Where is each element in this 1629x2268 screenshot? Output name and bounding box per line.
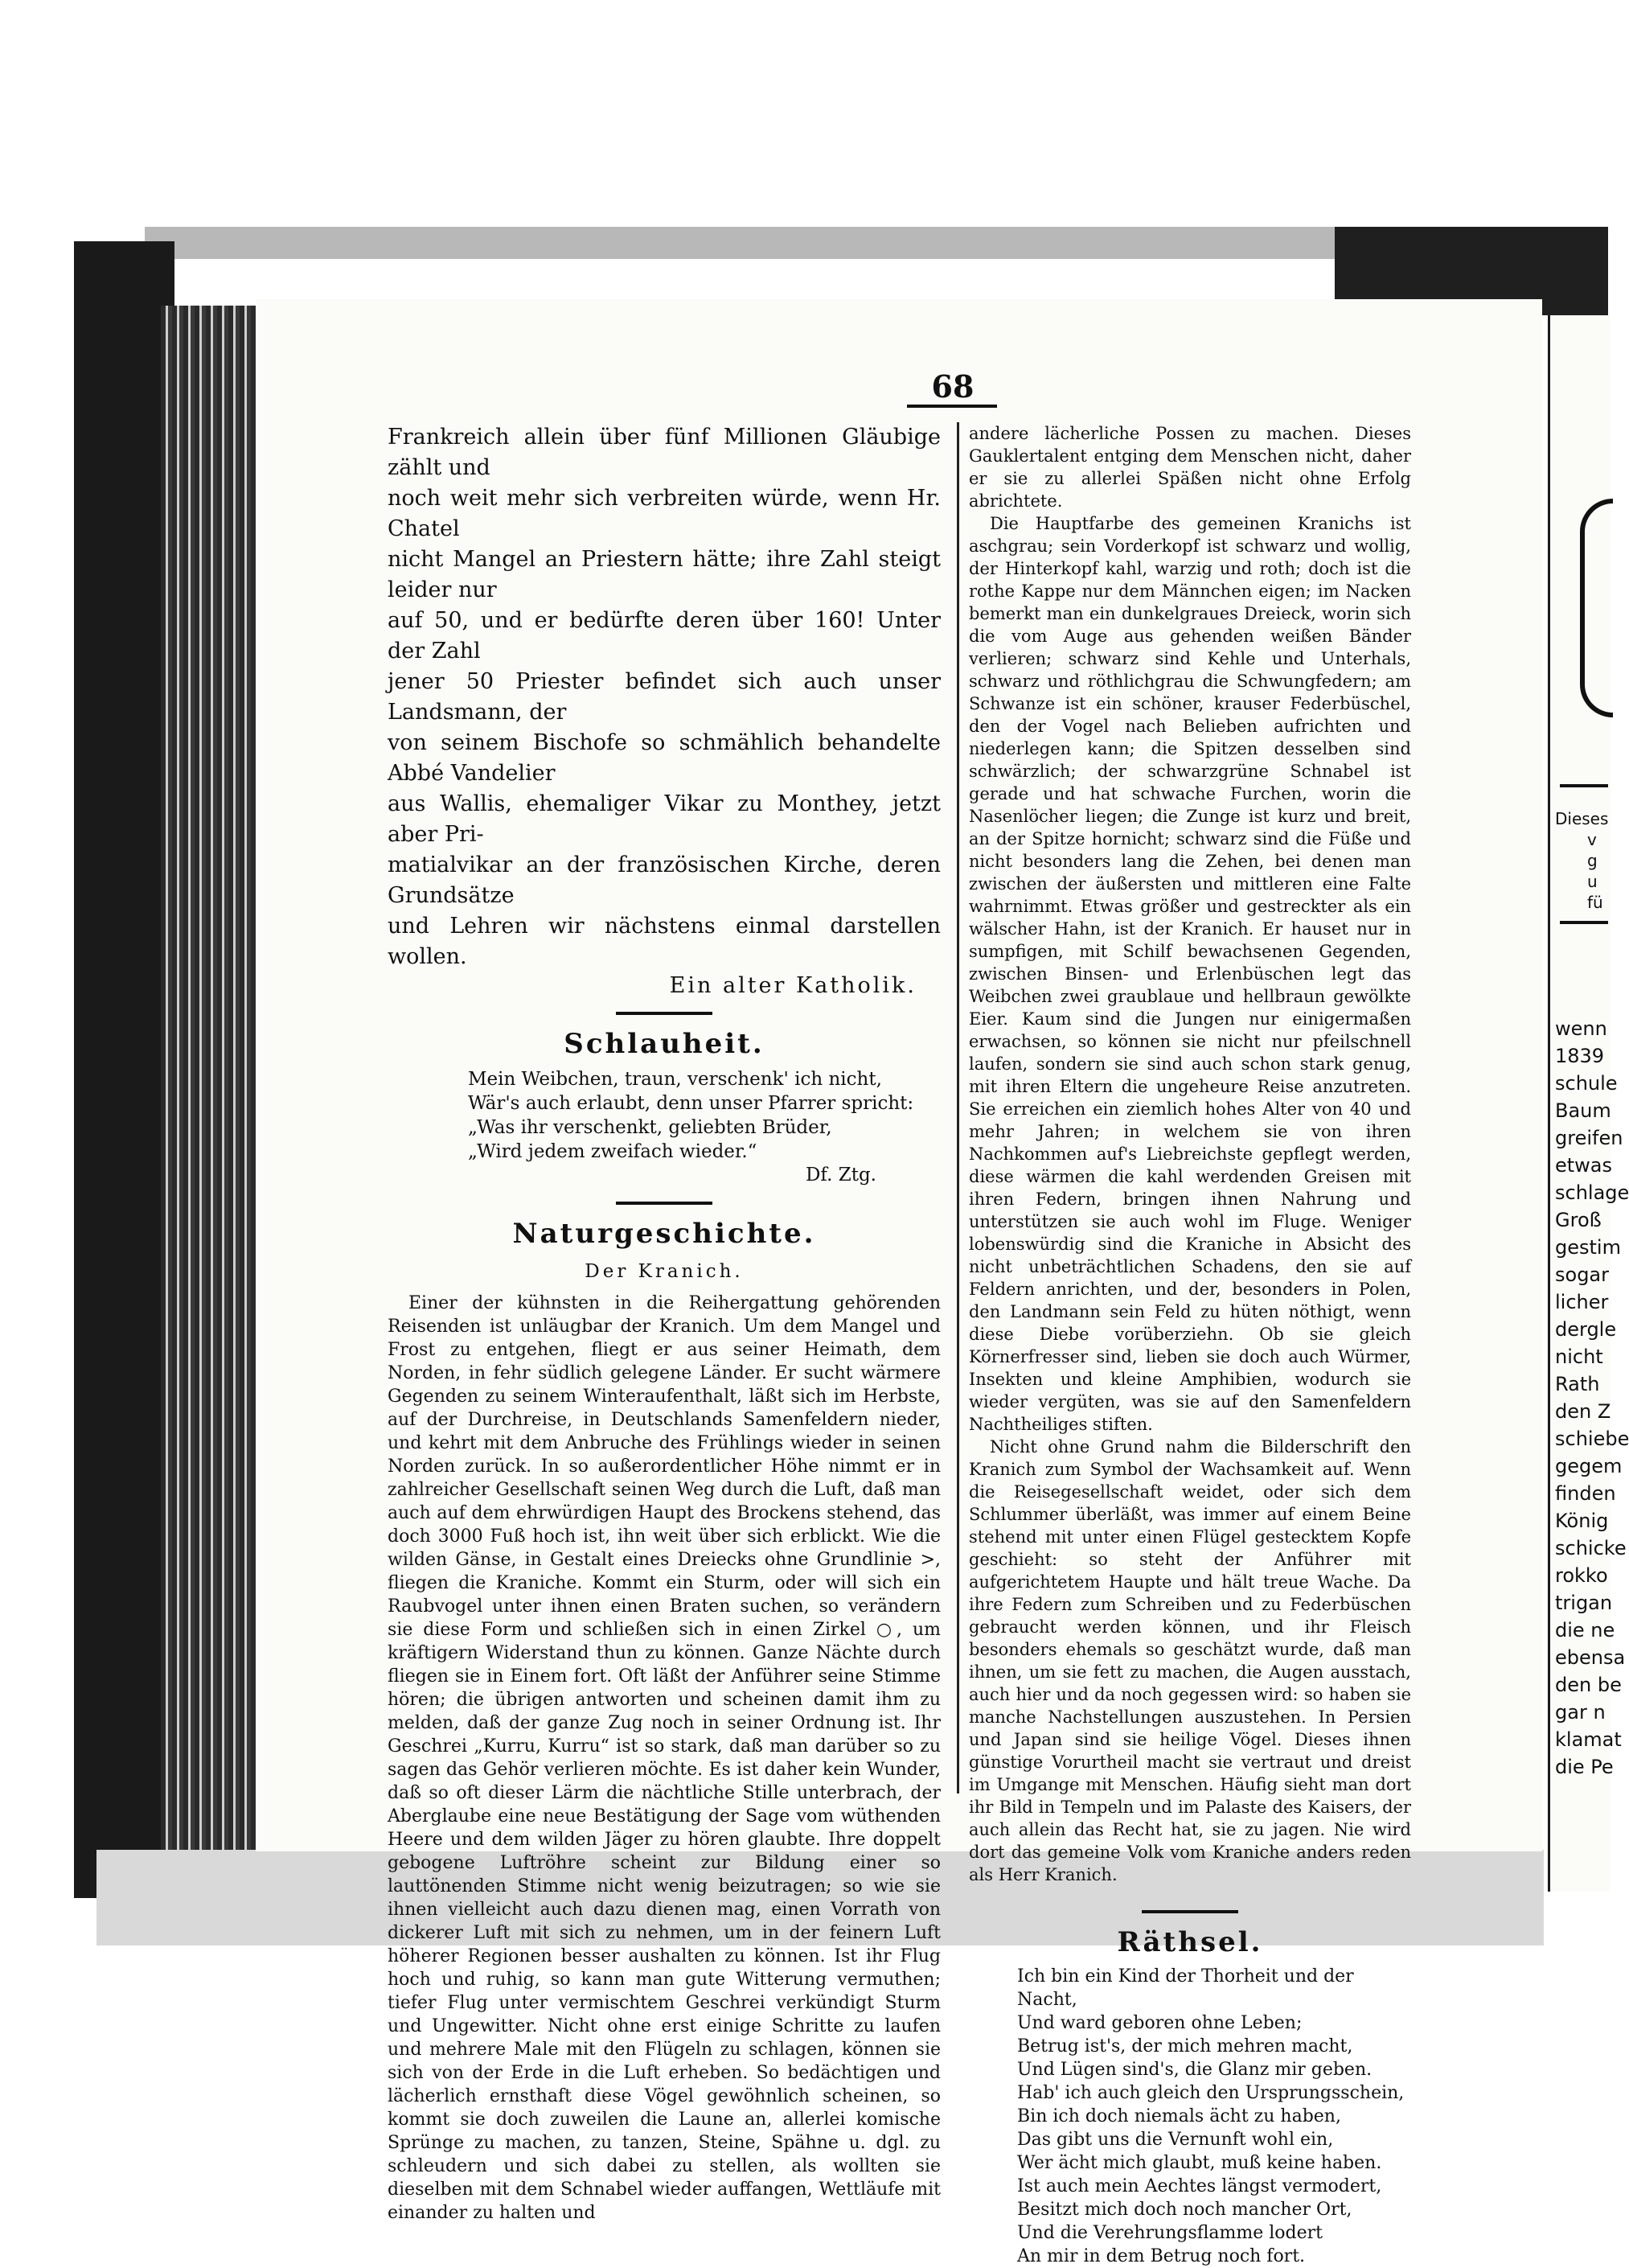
- fragment-line: fü: [1587, 893, 1603, 912]
- riddle-line: Bin ich doch niemals ächt zu haben,: [1017, 2106, 1341, 2126]
- scan-background: [0, 0, 1608, 225]
- poem-line: „Wird jedem zweifach wieder.“: [468, 1141, 757, 1162]
- fragment-line: Groß: [1555, 1209, 1602, 1231]
- riddle-line: Wer ächt mich glaubt, muß keine haben.: [1017, 2153, 1382, 2173]
- riddle-line: Und die Verehrungsflamme lodert: [1017, 2223, 1323, 2243]
- poem: [388, 1067, 941, 1164]
- fragment-line: klamat: [1555, 1728, 1622, 1751]
- fragment-line: schlage: [1555, 1181, 1629, 1204]
- riddle-line: Und ward geboren ohne Leben;: [1017, 2013, 1303, 2033]
- article-title: Der Kranich.: [585, 1261, 744, 1282]
- adjacent-page-rule: [1560, 921, 1608, 924]
- fragment-line: nicht: [1555, 1346, 1603, 1368]
- fragment-line: den Z: [1555, 1400, 1611, 1423]
- adjacent-page-lower: [1555, 1015, 1629, 1781]
- article-paragraph: Nicht ohne Grund nahm die Bilderschrift den Kranich zum Symbol der Wachsamkeit auf. Wenn die Reisegesellschaft weidet, oder sich dem Schlummer überläßt, was immer auf einem Beine stehend mit unter einen Flügel gestecktem Kopfe geschieht: so steht der Anführer mit aufgerichtetem Haupte und hält treue Wache. Da ihre Federn zum Schreiben und zu Federbüschen gebraucht werden können, und ihr Fleisch besonders ehemals so geschätzt wurde, daß man ihnen, um sie fett zu machen, die Augen ausstach, auch hier und da noch gegessen wird: so haben sie manche Nachstellungen auszustehen. In Persien und Japan sind sie heilige Vögel. Dieses ihnen günstige Vorurtheil macht sie vertraut und dreist im Umgange mit Menschen. Häufig sieht man dort ihr Bild in Tempeln und im Palaste des Kaisers, der auch allein das Recht hat, sie zu jagen. Nie wird dort das gemeine Volk vom Kraniche anders reden als Herr Kranich.: [969, 1437, 1411, 1884]
- fragment-line: g: [1587, 851, 1598, 870]
- text-line: matialvikar an der französischen Kirche, deren Grundsätze: [388, 853, 941, 908]
- fragment-line: schiebe: [1555, 1428, 1629, 1450]
- fragment-line: u: [1587, 872, 1598, 891]
- riddle-line: Betrug ist's, der mich mehren macht,: [1017, 2036, 1353, 2056]
- section-rule: [616, 1202, 712, 1205]
- text-line: aus Wallis, ehemaliger Vikar zu Monthey, jetzt aber Pri-: [388, 791, 941, 847]
- section-rule: [616, 1012, 712, 1015]
- book-binding: [74, 241, 174, 1898]
- fragment-line: 1839: [1555, 1045, 1605, 1067]
- riddle-line: Ich bin ein Kind der Thorheit und der Nacht,: [1017, 1966, 1354, 2010]
- fragment-line: licher: [1555, 1291, 1609, 1313]
- fragment-line: Rath: [1555, 1373, 1600, 1395]
- fragment-line: den be: [1555, 1674, 1622, 1696]
- right-column: [969, 422, 1411, 2268]
- riddle-title: Räthsel.: [1117, 1926, 1263, 1958]
- fragment-line: v: [1587, 830, 1597, 849]
- fragment-line: finden: [1555, 1482, 1616, 1505]
- poem-line: Wär's auch erlaubt, denn unser Pfarrer spricht:: [468, 1093, 914, 1114]
- page-number: 68: [931, 368, 975, 405]
- poem-title: Schlauheit.: [564, 1028, 765, 1060]
- poem-line: Mein Weibchen, traun, verschenk' ich nicht,: [468, 1069, 882, 1090]
- intro-paragraph: [388, 422, 941, 972]
- fragment-line: schicke: [1555, 1537, 1627, 1559]
- article-body: Einer der kühnsten in die Reihergattung gehörenden Reisenden ist unläugbar der Kranich. Um dem Mangel und Frost zu entgehen, fliegt er aus seiner Heimath, dem Norden, in fehr südlich gelegene Länder. Er sucht wärmere Gegenden zu seinem Winteraufenthalt, läßt sich im Herbste, auf der Durchreise, in Deutschlands Samenfeldern nieder, und kehrt mit dem Anbruche des Frühlings wieder in seinen Norden zurück. In so außerordentlicher Höhe nimmt er in zahlreicher Gesellschaft seinen Weg durch die Luft, daß man auch auf dem ehrwürdigen Haupt des Brockens stehend, das doch 3000 Fuß hoch ist, ihn weit über sich erblickt. Wie die wilden Gänse, in Gestalt eines Dreiecks ohne Grundlinie >, fliegen die Kraniche. Kommt ein Sturm, oder will sich ein Raubvogel unter ihnen einen Braten suchen, so verändern sie diese Form und schließen sich in einen Zirkel ○, um kräftigern Widerstand thun zu können. Ganze Nächte durch fliegen sie in Einem fort. Oft läßt der Anführer seine Stimme hören; die übrigen antworten und scheinen damit ihm zu melden, daß der ganze Zug noch in seiner Ordnung ist. Ihr Geschrei „Kurru, Kurru“ ist so stark, daß man darüber so zu sagen das Gehör verlieren möchte. Es ist daher kein Wunder, daß so oft dieser Lärm die nächtliche Stille unterbrach, der Aberglaube eine neue Bestätigung der Sage vom wüthenden Heere und dem wilden Jäger zu hören glaubte. Ihre doppelt gebogene Luftröhre scheint zur Bildung einer so lauttönenden Stimme nicht wenig beizutragen; so wie sie ihnen vielleicht auch dazu dienen mag, einen Vorrath von dickerer Luft mit sich zu nehmen, um in der feinern Luft höherer Regionen besser aushalten zu können. Ist ihr Flug hoch und ruhig, so kann man gute Witterung vermuthen; tiefer Flug unter vermischtem Geschrei verkündigt Sturm und Ungewitter. Nicht ohne erst einige Schritte zu laufen und mehrere Male mit den Flügeln zu schlagen, können sie sich von der Erde in die Luft erheben. So bedächtigen und lächerlich ernsthaft diese Vögel gewöhnlich scheinen, so kommt sie doch zuweilen die Laune an, allerlei komische Sprünge zu machen, zu tanzen, Steine, Spähne u. dgl. zu schleudern und sich dabei zu stellen, als wollten sie dieselben mit dem Schnabel wieder auffangen, Wettläufe mit einander zu halten und: [388, 1293, 941, 2223]
- signature: Ein alter Katholik.: [669, 973, 917, 998]
- fragment-line: die Pe: [1555, 1756, 1614, 1778]
- fragment-line: rokko: [1555, 1564, 1608, 1587]
- riddle-line: Das gibt uns die Vernunft wohl ein,: [1017, 2130, 1334, 2150]
- poem-line: „Was ihr verschenkt, geliebten Brüder,: [468, 1117, 832, 1138]
- fragment-line: ebensa: [1555, 1646, 1626, 1669]
- fragment-line: sogar: [1555, 1263, 1609, 1286]
- fragment-line: gar n: [1555, 1701, 1606, 1724]
- riddle-line: Ist auch mein Aechtes längst vermodert,: [1017, 2176, 1382, 2196]
- fragment-line: gegem: [1555, 1455, 1623, 1477]
- fragment-line: trigan: [1555, 1592, 1613, 1614]
- left-column: [388, 422, 941, 2225]
- fragment-line: Dieses: [1555, 809, 1609, 828]
- section-title: Naturgeschichte.: [512, 1218, 816, 1250]
- poem-source: Df. Ztg.: [805, 1165, 876, 1185]
- text-line: Frankreich allein über fünf Millionen Gläubige zählt und: [388, 425, 941, 480]
- fragment-line: Baum: [1555, 1099, 1611, 1122]
- fragment-line: etwas: [1555, 1154, 1613, 1177]
- riddle-line: Besitzt mich doch noch mancher Ort,: [1017, 2200, 1352, 2220]
- adjacent-page-ornament: [1580, 499, 1613, 717]
- riddle: [969, 1965, 1411, 2268]
- section-rule: [1142, 1910, 1238, 1913]
- page-top-shadow: [145, 227, 1335, 259]
- page-number-rule: [907, 405, 997, 408]
- article-continuation: andere lächerliche Possen zu machen. Dieses Gauklertalent entging dem Menschen nicht, daher er sie zu allerlei Späßen nicht ohne Erfolg abrichtete.: [969, 424, 1411, 511]
- riddle-line: Hab' ich auch gleich den Ursprungsschein,: [1017, 2083, 1405, 2103]
- text-line: noch weit mehr sich verbreiten würde, wenn Hr. Chatel: [388, 486, 941, 541]
- adjacent-page-upper: [1555, 808, 1608, 913]
- article-paragraph: Die Hauptfarbe des gemeinen Kranichs ist aschgrau; sein Vorderkopf ist schwarz und wollig, der Hinterkopf kahl, warzig und roth; doch ist die rothe Kappe nur dem Männchen eigen; im Nacken bemerkt man ein dunkelgraues Dreieck, worin sich die vom Auge aus gehenden weißen Bänder verlieren; schwarz sind Kehle und Unterhals, schwarz und röthlichgrau die Schwungfedern; am Schwanze ist ein schöner, krauser Federbüschel, den der Vogel nach Belieben aufrichten und niederlegen kann; die Spitzen desselben sind schwärzlich; der schwarzgrüne Schnabel ist gerade und hat schwache Furchen, worin die Nasenlöcher liegen; die Zunge ist kurz und breit, an der Spitze hornicht; schwarz sind die Füße und nicht besonders lang die Zehen, bei denen man zwischen der äußersten und mittleren eine Falte wahrnimmt. Etwas größer und gestreckter als ein wälscher Hahn, ist der Kranich. Er hauset nur in sumpfigen, mit Schilf bewachsenen Gegenden, zwischen Binsen- und Erlenbüschen legt das Weibchen zwei graublaue und hellbraun gewölkte Eier. Kaum sind die Jungen nur einigermaßen erwachsen, so können sie nicht nur pfeilschnell laufen, sondern sie sind auch schon stark genug, mit ihren Eltern die ungeheure Reise anzutreten. Sie erreichen ein ziemlich hohes Alter von 40 und mehr Jahren; in welchem sie von ihren Nachkommen auf's Liebreichste gepflegt werden, diese wärmen die kahl werdenden Greisen mit ihren Federn, bringen ihnen Nahrung und unterstützen sie auch wohl im Fluge. Weniger lobenswürdig sind die Kraniche in Absicht des nicht unbeträchtlichen Schadens, den sie auf Feldern anrichten, und der, besonders in Polen, den Landmann sein Feld zu hüten nöthigt, wenn diese Diebe vorüberziehn. Ob sie gleich Körnerfresser sind, lieben sie doch auch Würmer, Insekten und kleine Amphibien, wodurch sie wieder vergüten, was sie auf den Samenfeldern Nachtheiliges stiften.: [969, 514, 1411, 1434]
- text-line: auf 50, und er bedürfte deren über 160! Unter der Zahl: [388, 608, 941, 664]
- riddle-line: An mir in dem Betrug noch fort.: [1017, 2246, 1306, 2266]
- fragment-line: König: [1555, 1510, 1609, 1532]
- fragment-line: schule: [1555, 1072, 1618, 1095]
- text-line: und Lehren wir nächstens einmal darstellen wollen.: [388, 914, 941, 969]
- fragment-line: gestim: [1555, 1236, 1621, 1259]
- text-line: jener 50 Priester befindet sich auch unser Landsmann, der: [388, 669, 941, 725]
- fragment-line: wenn: [1555, 1017, 1607, 1040]
- adjacent-page-rule: [1560, 784, 1608, 787]
- text-line: nicht Mangel an Priestern hätte; ihre Zahl steigt leider nur: [388, 547, 941, 602]
- text-line: von seinem Bischofe so schmählich behandelte Abbé Vandelier: [388, 730, 941, 786]
- page-edges: [161, 306, 257, 1898]
- fragment-line: die ne: [1555, 1619, 1615, 1641]
- fragment-line: greifen: [1555, 1127, 1623, 1149]
- riddle-line: Und Lügen sind's, die Glanz mir geben.: [1017, 2060, 1373, 2080]
- column-divider: [957, 422, 959, 1793]
- fragment-line: dergle: [1555, 1318, 1617, 1341]
